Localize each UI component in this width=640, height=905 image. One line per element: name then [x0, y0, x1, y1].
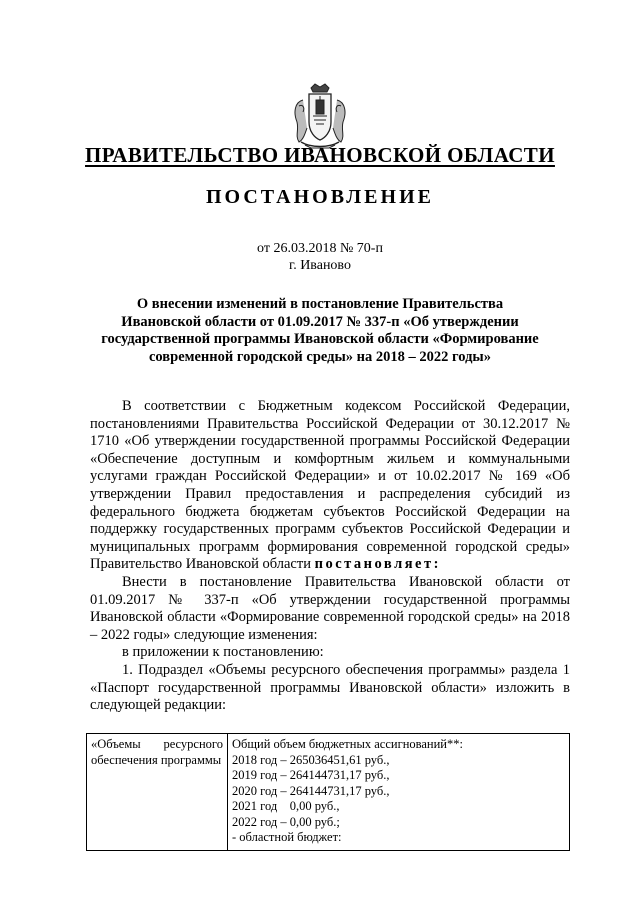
table-line: 2022 год – 0,00 руб.;	[232, 814, 340, 829]
title-line: современной городской среды» на 2018 – 2022 годы»	[148, 348, 492, 365]
table-line: Общий объем бюджетных ассигнований**:	[232, 737, 463, 751]
table-value-cell	[228, 734, 570, 851]
document-title	[80, 296, 560, 366]
table-line: 2021 год 0,00 руб.,	[232, 799, 340, 813]
decree-word: постановляет:	[314, 556, 441, 573]
city: г. Иваново	[289, 258, 351, 273]
table-line: 2019 год – 264144731,17 руб.,	[232, 768, 390, 782]
title-line: государственной программы Ивановской области «Формирование	[101, 331, 539, 347]
government-name: ПРАВИТЕЛЬСТВО ИВАНОВСКОЙ ОБЛАСТИ	[85, 143, 555, 167]
table-line: 2018 год – 265036451,61 руб.,	[232, 752, 390, 767]
body-paragraph: Внести в постановление Правительства Ивановской области от 01.09.2017 № 337-п «Об утверждении государственной программы Ивановской области «Формирование современной городской среды» на 2018 – 2022 годы» следующие изменения:	[90, 573, 570, 643]
title-line: Ивановской области от 01.09.2017 № 337-п «Об утверждении	[121, 313, 519, 330]
date-number: от 26.03.2018 № 70-п	[257, 241, 383, 256]
coat-of-arms-icon	[289, 82, 351, 150]
preamble-paragraph: В соответствии с Бюджетным кодексом Российской Федерации, постановлениями Правительства Российской Федерации от 30.12.2017 № 1710 «Об утверждении государственной программы Российской Федерации «Обеспечение доступным и комфортным жильем и коммунальными услугами граждан Российской Федерации» и от 10.02.2017 № 169 «Об утверждении Правил предоставления и распределения субсидий из федерального бюджета бюджетам субъектов Российской Федерации на поддержку государственных программ субъектов Российской Федерации и муниципальных программ формирования современной городской среды» Правительство Ивановской области постановляет:	[90, 398, 570, 573]
resources-table	[86, 733, 570, 851]
document-body	[90, 398, 570, 715]
table-line: - областной бюджет:	[232, 830, 342, 844]
table-line: 2020 год – 264144731,17 руб.,	[232, 783, 390, 798]
table-label-cell: «Объемы ресурсного обеспечения программы	[87, 734, 228, 851]
document-type: ПОСТАНОВЛЕНИЕ	[206, 186, 434, 208]
title-line: О внесении изменений в постановление Правительства	[136, 296, 504, 312]
body-paragraph: 1. Подраздел «Объемы ресурсного обеспечения программы» раздела 1 «Паспорт государственной программы Ивановской области» изложить в следующей редакции:	[90, 661, 570, 714]
body-paragraph: в приложении к постановлению:	[122, 644, 324, 661]
date-block	[0, 240, 640, 274]
table-row	[87, 734, 570, 851]
